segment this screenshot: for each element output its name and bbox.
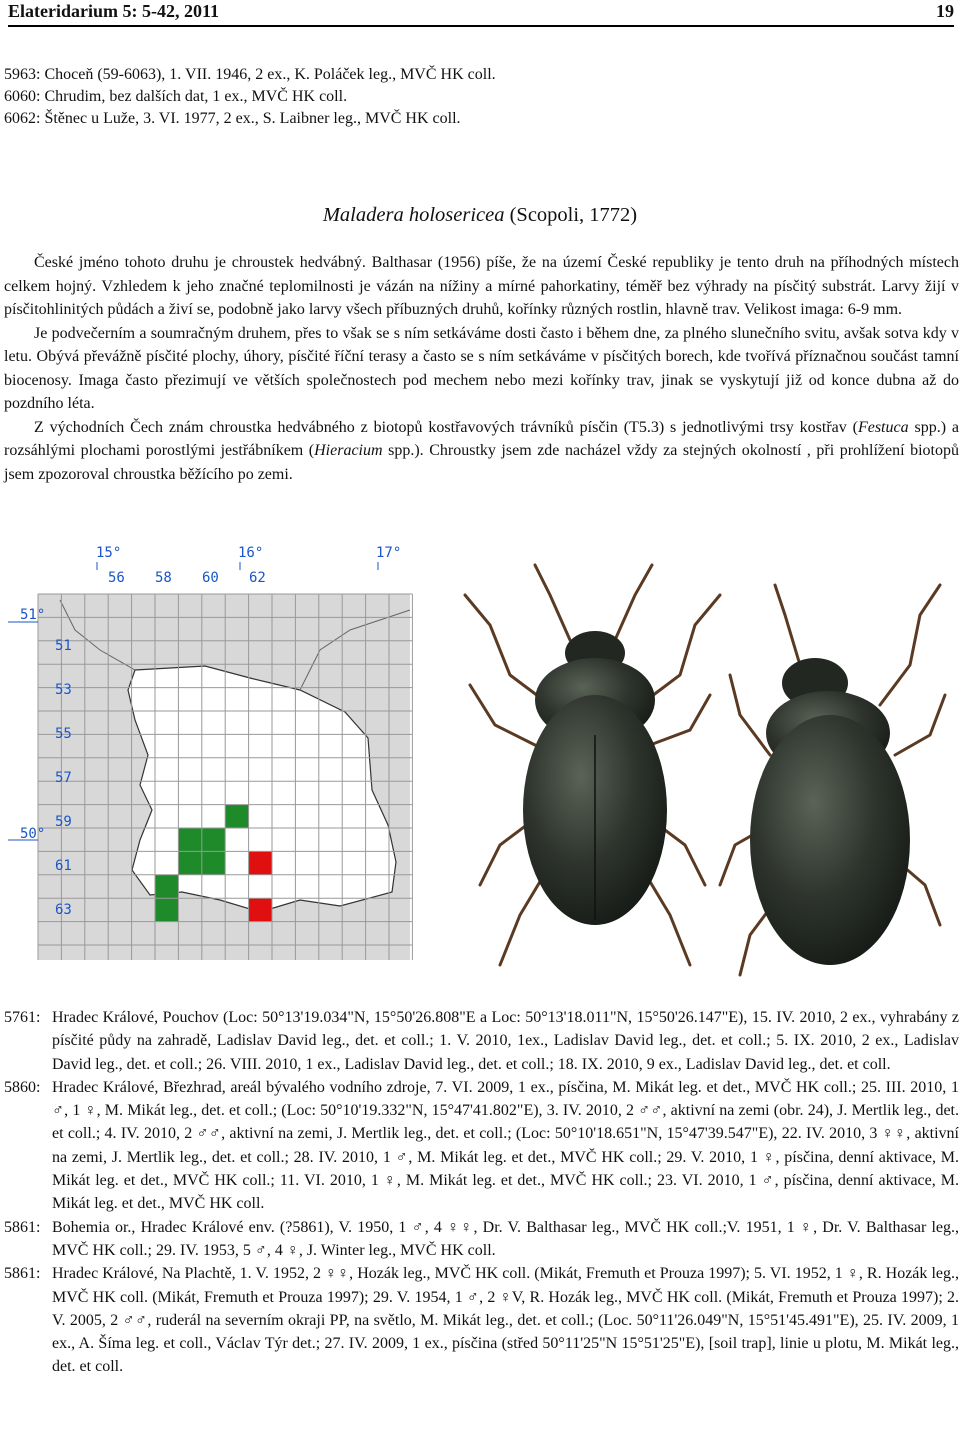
map-background <box>0 540 420 960</box>
genus-name: Hieracium <box>314 442 383 459</box>
row-label: 51 <box>55 638 72 654</box>
beetle-dorsal-body <box>523 631 667 925</box>
record-entry <box>4 1076 959 1216</box>
column-label: 62 <box>249 570 266 586</box>
header-rule <box>8 25 954 27</box>
record-square-green <box>155 898 178 921</box>
record-line: 5963: Choceň (59-6063), 1. VII. 1946, 2 ex., K. Poláček leg., MVČ HK coll. <box>4 66 496 83</box>
genus-name: Festuca <box>857 418 909 436</box>
record-square-green <box>202 851 225 874</box>
beetle-photo <box>440 555 960 1015</box>
record-square-red <box>249 898 272 921</box>
page-number: 19 <box>936 1 954 21</box>
longitude-label: 17° <box>376 545 402 561</box>
row-label: 63 <box>55 902 72 918</box>
record-square-green <box>178 828 201 851</box>
beetle-lateral-body <box>750 658 910 965</box>
record-line: 6060: Chrudim, bez dalších dat, 1 ex., MVČ HK coll. <box>4 88 348 105</box>
longitude-label: 16° <box>238 545 264 561</box>
record-square-green <box>155 875 178 898</box>
record-list <box>4 1006 959 1379</box>
text-run: Z východních Čech znám chroustka hedvábného z biotopů kostřavových trávníků písčin (T5.3) s jednotlivými trsy kostřav ( <box>34 418 858 436</box>
row-label: 59 <box>55 814 72 830</box>
column-label: 60 <box>202 570 219 586</box>
row-label: 53 <box>55 682 72 698</box>
record-square-green <box>225 805 248 828</box>
record-entry <box>4 1006 959 1076</box>
record-text: Bohemia or., Hradec Králové env. (?5861), V. 1950, 1 ♂, 4 ♀♀, Dr. V. Balthasar leg., MVČ HK coll.;V. 1951, 1 ♀, Dr. V. Balthasar leg., MVČ HK coll.; 29. IV. 1953, 5 ♂, 4 ♀, J. Winter leg., MVČ HK coll. <box>52 1218 959 1259</box>
species-name: Maladera holosericea <box>322 204 505 226</box>
square-code: 5860: <box>4 1078 41 1096</box>
species-author: (Scopoli, 1772) <box>509 204 638 226</box>
square-code: 5861: <box>4 1218 41 1236</box>
record-text: Hradec Králové, Na Plachtě, 1. V. 1952, 2 ♀♀, Hozák leg., MVČ HK coll. (Mikát, Fremuth et Prouza 1997); 5. VI. 1952, 1 ♀, R. Hozák leg., MVČ HK coll. (Mikát, Fremuth et Prouza 1997); 29. V. 1954, 1 ♂, 2 ♀V, R. Hozák leg., MVČ HK coll. (Mikát, Fremuth et Prouza 1997); 2. V. 2005, 2 ♂♂, ruderál na severním okraji PP, na světlo, M. Mikát leg., det. et coll.; (Loc. 50°11'26.049"N, 15°51'45.491"E), 25. IV. 2009, 1 ex., A. Šíma leg. et coll., Václav Týr det.; 27. IV. 2009, 1 ex., písčina (střed 50°11'25"N 15°51'25"E), [soil trap], linie u plotu, M. Mikát leg., det. et coll. <box>52 1265 959 1376</box>
square-code: 5761: <box>4 1009 41 1026</box>
latitude-label: 51° <box>20 607 46 623</box>
paragraph: České jméno tohoto druhu je chroustek hedvábný. Balthasar (1956) píše, že na území České republiky je tento druh na příhodných místech celkem hojný. Vzhledem k jeho značné teplomilnosti je vázán na nížiny a mírné pahorkatiny, téměř bez výhrady na písčitý substrát. Larvy žijí v písčitohlinitých půdách a živí se, podobně jako larvy všech příbuzných druhů, kořínky různých rostlin, hlavně trav. Velikost imaga: 6-9 mm. <box>4 254 959 318</box>
record-line: 6062: Štěnec u Luže, 3. VI. 1977, 2 ex., S. Laibner leg., MVČ HK coll. <box>4 110 461 127</box>
record-square-red <box>249 851 272 874</box>
record-entry <box>4 1216 959 1263</box>
column-label: 58 <box>155 570 172 586</box>
text-run: spp.). Chroustky jsem zde nacházel vždy za stejných okolností , při prohlížení biotopů jsem zpozoroval chroustka běžícího po zemi. <box>4 442 959 483</box>
record-text: Hradec Králové, Pouchov (Loc: 50°13'19.034"N, 15°50'26.808"E a Loc: 50°13'18.011"N, 15°50'26.147"E), 15. IV. 2010, 2 ex., vyhrabány z písčité půdy na zahradě, Ladislav David leg., det. et coll.; 1. V. 2010, 1ex., Ladislav David leg., det. et coll.; 5. IX. 2010, 2 ex., Ladislav David leg., det. et coll.; 26. VIII. 2010, 1 ex., Ladislav David leg., det. et coll.; 18. IX. 2010, 9 ex., Ladislav David leg., det. et coll. <box>52 1009 959 1073</box>
text-run: spp.) a rozsáhlými plochami porostlými jestřábníkem ( <box>4 418 960 459</box>
record-square-green <box>178 851 201 874</box>
row-label: 61 <box>55 858 72 874</box>
paragraph: Je podvečerním a soumračným druhem, přes to však se s ním setkáváme dosti často i během dne, za plného slunečního svitu, avšak sotva kdy v letu. Obývá převážně písčité plochy, úhory, písčité říční terasy a často se s ním setkáváme v písčitých borech, kde tvořívá příznačnou součást tamní biocenosy. Imaga často přezimují ve větších společnostech pod mechem nebo mezi kořínky trav, jinak se vyskytují již od konce dubna až do pozdního léta. <box>4 324 959 412</box>
row-label: 57 <box>55 770 72 786</box>
species-heading <box>0 204 960 227</box>
previous-records <box>4 64 496 130</box>
distribution-map <box>0 540 420 960</box>
page-header <box>8 0 954 26</box>
row-label: 55 <box>55 726 72 742</box>
column-label: 56 <box>108 570 125 586</box>
record-text: Hradec Králové, Březhrad, areál bývalého vodního zdroje, 7. VI. 2009, 1 ex., písčina, M. Mikát leg. et det., MVČ HK coll.; 25. III. 2010, 1 ♂, 1 ♀, M. Mikát leg., det. et coll.; (Loc: 50°10'19.332"N, 15°47'41.802"E), 3. IV. 2010, 2 ♂♂, aktivní na zemi (obr. 24), J. Mertlik leg., det. et coll.; 4. IV. 2010, 2 ♂♂, aktivní na zemi, J. Mertlik leg., det. et coll.; (Loc: 50°10'18.651"N, 15°47'39.547"E), 22. IV. 2010, 3 ♀♀, aktivní na zemi, J. Mertlik leg., det. et coll.; 28. IV. 2010, 1 ♂, M. Mikát leg. et det., MVČ HK coll.; 29. V. 2010, 1 ♀, písčina, denní aktivace, M. Mikát leg. et det., MVČ HK coll.; 11. VI. 2010, 1 ♀, M. Mikát leg. et det., MVČ HK coll.; 23. VI. 2010, 1 ♂, písčina, denní aktivace, M. Mikát leg. et det., MVČ HK coll. <box>52 1078 959 1213</box>
latitude-label: 50° <box>20 826 46 842</box>
square-code: 5861: <box>4 1265 41 1283</box>
record-entry <box>4 1262 959 1378</box>
paragraph <box>4 416 959 487</box>
species-description <box>4 251 959 486</box>
journal-title: Elateridarium 5: 5-42, 2011 <box>8 1 219 21</box>
record-square-green <box>202 828 225 851</box>
longitude-label: 15° <box>96 545 122 561</box>
